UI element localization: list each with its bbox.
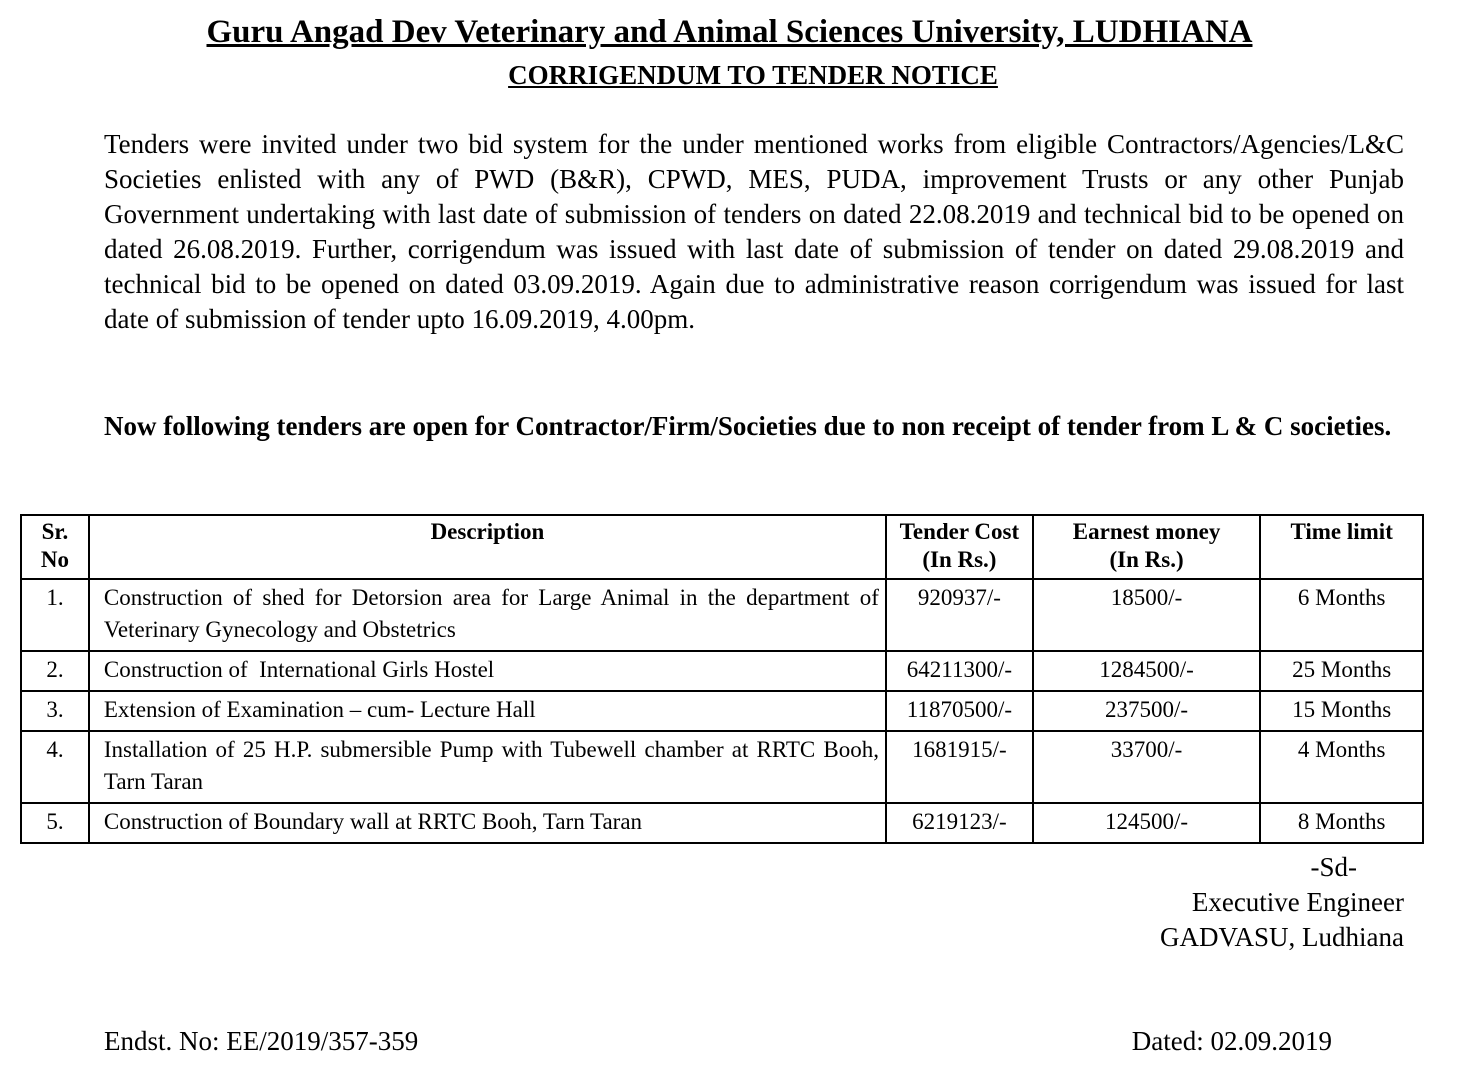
table-row [21,579,1423,651]
cell-tender-cost: 6219123/- [886,803,1033,843]
intro-paragraph: Tenders were invited under two bid system for the under mentioned works from eligible Contractors/Agencies/L&C Societies enlisted with any of PWD (B&R), CPWD, MES, PUDA, improvement Trusts or any other Punjab Government undertaking with last date of submission of tenders on dated 22.08.2019 and technical bid to be opened on dated 26.08.2019. Further, corrigendum was issued with last date of submission of tender on dated 29.08.2019 and technical bid to be opened on dated 03.09.2019. Again due to administrative reason corrigendum was issued for last date of submission of tender upto 16.09.2019, 4.00pm. [104,129,1404,334]
cell-time-limit: 8 Months [1260,803,1423,843]
cell-description: Construction of Boundary wall at RRTC Booh, Tarn Taran [89,803,886,843]
tender-table [20,514,1424,844]
endorsement-number: Endst. No: EE/2019/357-359 [104,1026,419,1056]
signature-office: GADVASU, Ludhiana [1160,922,1404,952]
cell-description: Extension of Examination – cum- Lecture Hall [89,691,886,731]
cell-sr: 2. [21,651,89,691]
cell-description: Construction of International Girls Hostel [89,651,886,691]
table-row [21,651,1423,691]
header-description: Description [89,515,886,579]
cell-earnest-money: 33700/- [1033,731,1260,803]
cell-description: Construction of shed for Detorsion area for Large Animal in the department of Veterinary Gynecology and Obstetrics [89,579,886,651]
table-row [21,803,1423,843]
notice-paragraph: Now following tenders are open for Contractor/Firm/Societies due to non receipt of tender from L & C societies. [104,411,1392,441]
cell-tender-cost: 1681915/- [886,731,1033,803]
cell-sr: 4. [21,731,89,803]
cell-time-limit: 25 Months [1260,651,1423,691]
header-tender-cost: Tender Cost (In Rs.) [886,515,1033,579]
cell-sr: 5. [21,803,89,843]
table-row [21,731,1423,803]
document-date: Dated: 02.09.2019 [1131,1026,1332,1056]
cell-tender-cost: 64211300/- [886,651,1033,691]
cell-earnest-money: 237500/- [1033,691,1260,731]
header-time-limit: Time limit [1260,515,1423,579]
document-title: Guru Angad Dev Veterinary and Animal Sciences University, LUDHIANA [206,14,1253,50]
cell-description: Installation of 25 H.P. submersible Pump with Tubewell chamber at RRTC Booh, Tarn Taran [89,731,886,803]
cell-time-limit: 4 Months [1260,731,1423,803]
cell-earnest-money: 124500/- [1033,803,1260,843]
cell-earnest-money: 18500/- [1033,579,1260,651]
signature-sd: -Sd- [1310,852,1357,882]
cell-time-limit: 15 Months [1260,691,1423,731]
table-header-row [21,515,1423,579]
table-row [21,691,1423,731]
document-subtitle: CORRIGENDUM TO TENDER NOTICE [508,60,998,90]
cell-tender-cost: 920937/- [886,579,1033,651]
cell-time-limit: 6 Months [1260,579,1423,651]
cell-sr: 1. [21,579,89,651]
cell-sr: 3. [21,691,89,731]
signature-block [1160,850,1404,955]
cell-tender-cost: 11870500/- [886,691,1033,731]
signature-designation: Executive Engineer [1191,887,1404,917]
cell-earnest-money: 1284500/- [1033,651,1260,691]
header-earnest-money: Earnest money (In Rs.) [1033,515,1260,579]
header-sr-no: Sr. No [21,515,89,579]
